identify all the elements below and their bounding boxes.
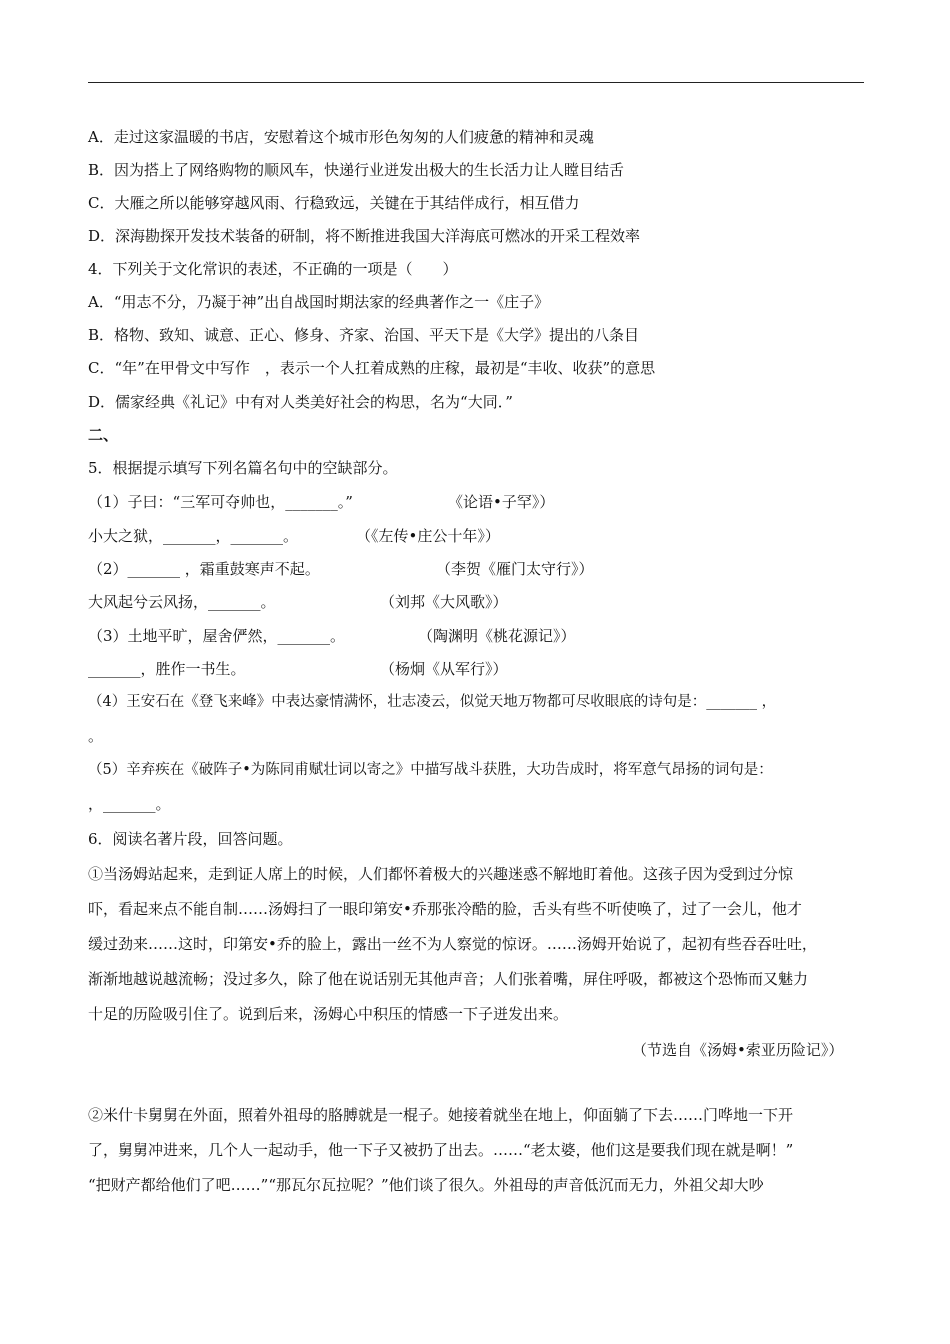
q5-line-8: 。 [88,727,104,745]
q6-stem: 6．阅读名著片段，回答问题。 [88,830,293,848]
q6-passage-2-line: ②米什卡舅舅在外面，照着外祖母的胳膊就是一棍子。她接着就坐在地上，仰面躺了下去……门哗地一下开 [88,1106,794,1124]
q5-line-2-source: （《左传•庄公十年》） [356,527,500,545]
section-two-heading: 二、 [88,426,119,444]
q5-line-3: （2）_______ ，霜重鼓寒声不起。 [88,560,320,578]
q5-line-7: （4）王安石在《登飞来峰》中表达豪情满怀，壮志凌云，似觉天地万物都可尽收眼底的诗句是：_______ ， [88,694,777,710]
q5-line-5-source: （陶渊明《桃花源记》） [418,627,576,645]
q6-passage-2-line: “把财产都给他们了吧……”“那瓦尔瓦拉呢？”他们谈了很久。外祖母的声音低沉而无力，外祖父却大吵 [88,1176,764,1194]
q4-option-b: B．格物、致知、诚意、正心、修身、齐家、治国、平天下是《大学》提出的八条目 [88,326,640,344]
q6-passage-1-source: （节选自《汤姆•索亚历险记》） [632,1041,844,1059]
q4-stem: 4．下列关于文化常识的表述，不正确的一项是（ ） [88,260,458,278]
q4-option-d: D．儒家经典《礼记》中有对人类美好社会的构思，名为“大同．” [88,393,513,411]
q3-option-b: B．因为搭上了网络购物的顺风车，快递行业迸发出极大的生长活力让人瞠目结舌 [88,161,625,179]
q6-passage-1-line: 渐渐地越说越流畅；没过多久，除了他在说话别无其他声音；人们张着嘴，屏住呼吸，都被这个恐怖而又魅力 [88,970,809,988]
q5-line-1: （1）子曰：“三军可夺帅也，_______。” [88,493,353,511]
q6-passage-1-line: ①当汤姆站起来，走到证人席上的时候，人们都怀着极大的兴趣迷惑不解地盯着他。这孩子因为受到过分惊 [88,865,794,883]
q5-line-3-source: （李贺《雁门太守行》） [436,560,594,578]
q3-option-d: D．深海勘探开发技术装备的研制，将不断推进我国大洋海底可燃冰的开采工程效率 [88,227,641,245]
header-rule [88,82,864,83]
q5-line-2: 小大之狱，_______，_______。 [88,527,299,545]
q5-line-4-source: （刘邦《大风歌》） [380,593,508,611]
q5-line-9: （5）辛弃疾在《破阵子•为陈同甫赋壮词以寄之》中描写战斗获胜，大功告成时，将军意气昂扬的词句是： [88,762,773,778]
q5-line-10: ，_______。 [88,795,171,813]
q4-option-a: A．“用志不分，乃凝于神”出自战国时期法家的经典著作之一《庄子》 [88,293,550,311]
q5-line-4: 大风起兮云风扬，_______。 [88,593,276,611]
q5-line-1-source: 《论语•子罕》） [448,493,555,511]
q6-passage-1-line: 十足的历险吸引住了。说到后来，汤姆心中积压的情感一下子迸发出来。 [88,1005,569,1023]
q5-line-6-source: （杨炯《从军行》） [380,660,508,678]
q5-line-6: _______，胜作一书生。 [88,660,246,678]
q4-option-c: C．“年”在甲骨文中写作 ，表示一个人扛着成熟的庄稼，最初是“丰收、收获”的意思 [88,359,656,377]
q6-passage-1-line: 吓，看起来点不能自制……汤姆扫了一眼印第安•乔那张冷酷的脸，舌头有些不听使唤了，过了一会儿，他才 [88,900,802,918]
q3-option-a: A．走过这家温暖的书店，安慰着这个城市形色匆匆的人们疲惫的精神和灵魂 [88,128,594,146]
q6-passage-1-line: 缓过劲来……这时，印第安•乔的脸上，露出一丝不为人察觉的惊讶。……汤姆开始说了，起初有些吞吞吐吐， [88,935,817,953]
q5-line-5: （3）土地平旷，屋舍俨然，_______。 [88,627,346,645]
q3-option-c: C．大雁之所以能够穿越风雨、行稳致远，关键在于其结伴成行，相互借力 [88,194,580,212]
q5-stem: 5．根据提示填写下列名篇名句中的空缺部分。 [88,459,398,477]
q6-passage-2-line: 了，舅舅冲进来，几个人一起动手，他一下子又被扔了出去。……“老太婆，他们这是要我们现在就是啊！” [88,1141,794,1159]
